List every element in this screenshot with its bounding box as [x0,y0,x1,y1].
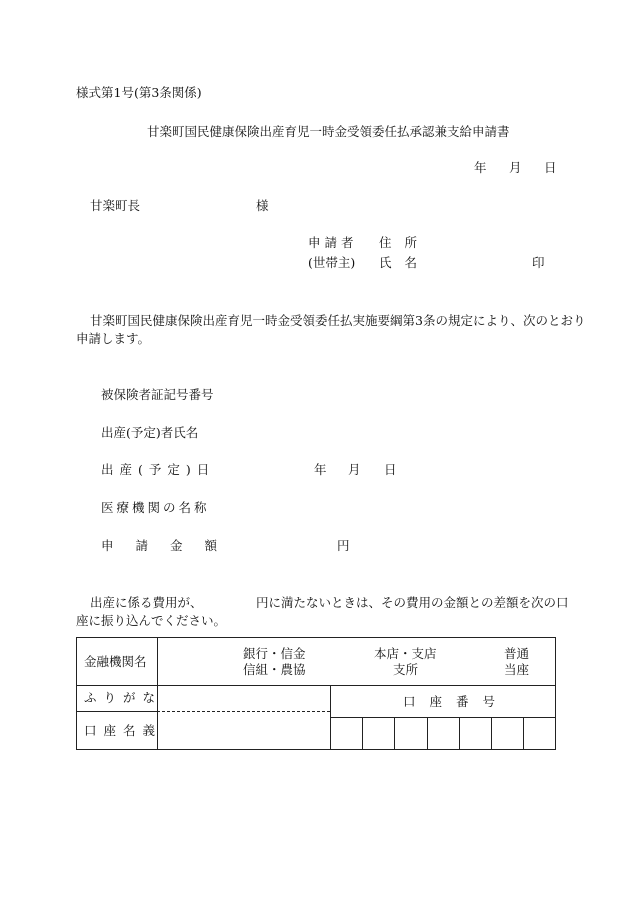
account-number-label: 口座番号 [403,694,510,709]
applicant-role: 申請者 [308,235,358,250]
applicant-address-label: 住所 [379,235,431,250]
table-divider [77,685,555,686]
document-title: 甘楽町国民健康保険出産育児一時金受領委任払承認兼支給申請書 [147,124,510,139]
account-digit-divider [394,717,395,749]
notice-line2: 座に振り込んでください。 [76,613,227,628]
bank-account-table [76,637,556,750]
bank-type-line2: 信組・農協 [243,662,306,677]
birth-date-day: 日 [384,462,397,477]
birth-person-name-label: 出産(予定)者氏名 [101,425,199,440]
notice-line1-part2: 円に満たないときは、その費用の金額との差額を次の口 [256,595,569,610]
applicant-seal: 印 [532,255,545,270]
applicant-role-sub: (世帯主) [308,255,356,270]
date-year-label: 年 [474,160,487,175]
date-month-label: 月 [509,160,522,175]
account-holder-label: 口座名義 [84,723,163,738]
amount-unit: 円 [337,538,350,553]
branch-line2: 支所 [393,662,419,677]
applicant-name-label: 氏名 [379,255,431,270]
birth-date-year: 年 [314,462,327,477]
addressee-name: 甘楽町長 [90,198,141,213]
insurance-number-label: 被保険者証記号番号 [101,387,214,402]
account-digit-divider [523,717,524,749]
institution-label: 金融機関名 [84,654,147,669]
birth-date-month: 月 [348,462,361,477]
table-divider [330,717,555,718]
branch-line1: 本店・支店 [374,646,437,661]
intro-text-line2: 申請します。 [76,331,151,346]
bank-type-line1: 銀行・信金 [243,646,306,661]
institution-name-label: 医療機関の名称 [101,500,210,515]
date-day-label: 日 [544,160,557,175]
form-number: 様式第1号(第3条関係) [76,85,202,100]
notice-line1-part1: 出産に係る費用が、 [90,595,203,610]
account-type-line2: 当座 [504,662,530,677]
account-digit-divider [459,717,460,749]
account-digit-divider [491,717,492,749]
furigana-label: ふりがな [84,690,163,705]
account-digit-divider [427,717,428,749]
birth-date-label: 出産(予定)日 [101,462,216,477]
intro-text-line1: 甘楽町国民健康保険出産育児一時金受領委任払実施要綱第3条の規定により、次のとおり [90,313,586,328]
account-digit-divider [362,717,363,749]
account-type-line1: 普通 [504,646,530,661]
amount-label: 申請金額 [101,538,240,553]
table-dashed-divider [157,711,330,712]
addressee-honorific: 様 [256,198,269,213]
table-divider [77,711,157,712]
